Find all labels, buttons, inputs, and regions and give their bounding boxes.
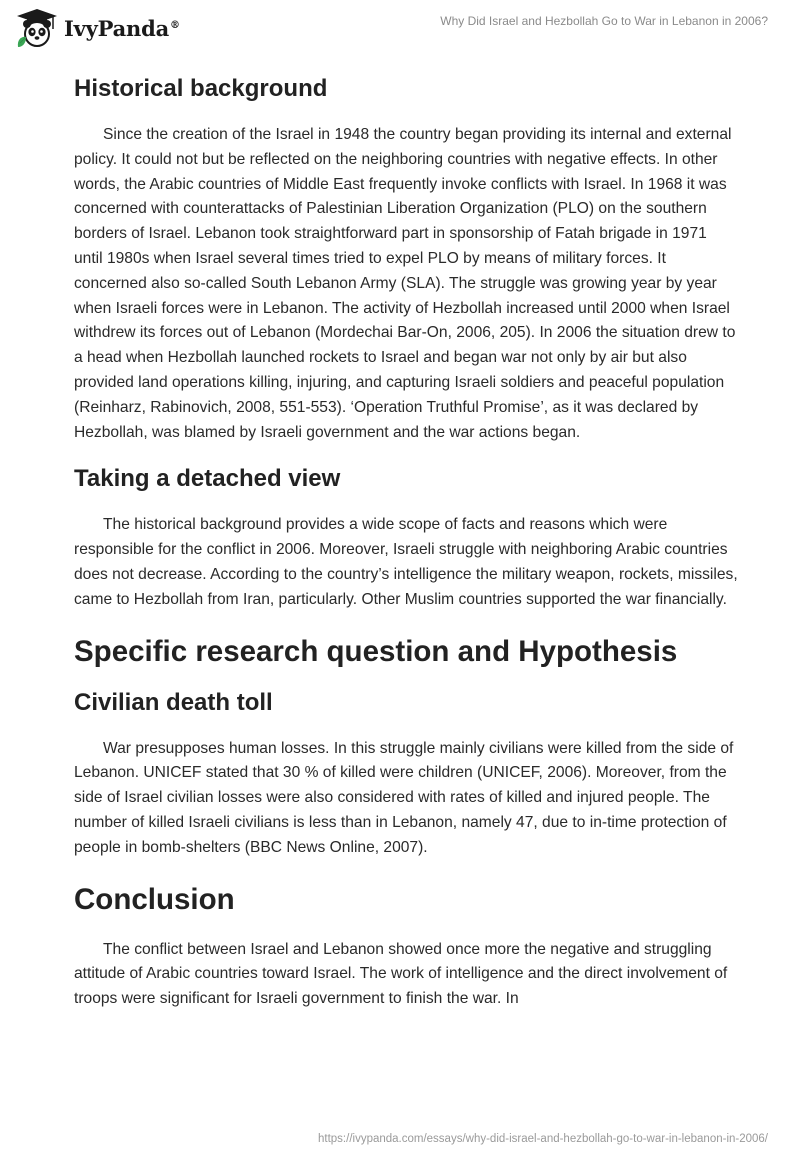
heading-civilian-death-toll: Civilian death toll xyxy=(74,688,273,716)
document-title: Why Did Israel and Hezbollah Go to War in Lebanon in 2006? xyxy=(440,14,768,28)
heading-research-question: Specific research question and Hypothesis xyxy=(74,634,678,668)
paragraph-historical-background: Since the creation of the Israel in 1948 the country began providing its internal and external policy. It could not but be reflected on the neighboring countries with negative effects. In other words, the Arabic countries of Middle East frequently invoke conflicts with Israel. In 1968 it was concerned with counterattacks of Palestinian Liberation Organization (PLO) on the southern borders of Israel. Lebanon took straightforward part in sponsorship of Fatah brigade in 1971 until 1980s when Israel several times tried to expel PLO by means of military forces. It concerned also so-called South Lebanon Army (SLA). The struggle was growing year by year when Israeli forces were in Lebanon. The activity of Hezbollah increased until 2000 when Israel withdrew its forces out of Lebanon (Mordechai Bar-On, 2006, 205). In 2006 the situation drew to a head when Hezbollah launched rockets to Israel and began war not only by air but also provided land operations killing, injuring, and capturing Israeli soldiers and peaceful population (Reinharz, Rabinovich, 2008, 551-553). ‘Operation Truthful Promise’, as it was declared by Hezbollah, was blamed by Israeli government and the war actions began. xyxy=(74,126,736,441)
heading-detached-view: Taking a detached view xyxy=(74,465,341,493)
paragraph-conclusion: The conflict between Israel and Lebanon showed once more the negative and struggling attitude of Arabic countries toward Israel. The work of intelligence and the direct involvement of troops were significant for Israeli government to finish the war. In xyxy=(74,940,728,1008)
heading-conclusion: Conclusion xyxy=(74,882,235,916)
panda-graduate-icon xyxy=(14,7,60,49)
paragraph-civilian-death-toll: War presupposes human losses. In this struggle mainly civilians were killed from the side of Lebanon. UNICEF stated that 30 % of killed were children (UNICEF, 2006). Moreover, from the side of Israel civilian losses were also considered with rates of killed and injured people. The number of killed Israeli civilians is less than in Lebanon, namely 47, due to in-time protection of people in bomb-shelters (BBC News Online, 2007). xyxy=(74,739,734,856)
ivypanda-logo[interactable] xyxy=(14,8,180,48)
page-header xyxy=(0,0,800,60)
paragraph-detached-view: The historical background provides a wide scope of facts and reasons which were responsible for the conflict in 2006. Moreover, Israeli struggle with neighboring Arabic countries does not decrease. According to the country’s intelligence the military weapon, rockets, missiles, came to Hezbollah from Iran, particularly. Other Muslim countries supported the war financially. xyxy=(74,516,738,608)
essay-content xyxy=(74,66,738,1012)
footer-url-link[interactable]: https://ivypanda.com/essays/why-did-israel-and-hezbollah-go-to-war-in-lebanon-in-2006/ xyxy=(318,1133,768,1145)
logo-wordmark: IvyPanda® xyxy=(64,15,180,41)
heading-historical-background: Historical background xyxy=(74,75,328,102)
